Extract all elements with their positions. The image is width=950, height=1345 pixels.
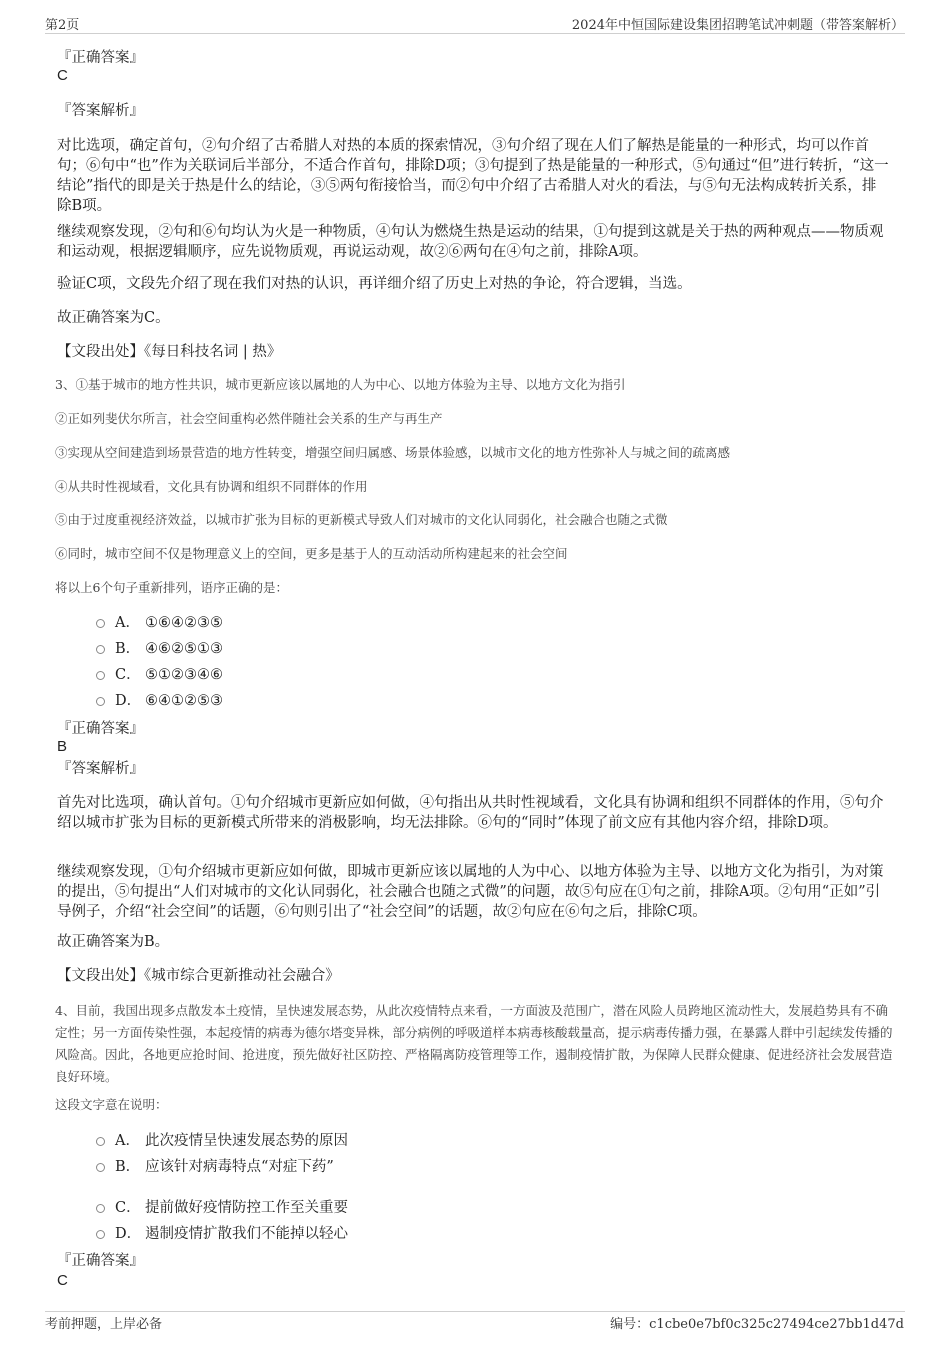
q3-sentence-5: ⑤由于过度重视经济效益，以城市扩张为目标的更新模式导致人们对城市的文化认同弱化，社会融合也随之式微 <box>55 512 668 527</box>
footer-doc-id: 编号：c1cbe0e7bf0c325c27494ce27bb1d47d <box>610 1317 904 1332</box>
q2-answer: C <box>57 67 68 84</box>
q4-option-c[interactable] <box>96 1198 348 1218</box>
option-text: ④⑥②⑤①③ <box>145 641 223 657</box>
header-divider <box>45 33 905 34</box>
option-text: ⑥④①②⑤③ <box>145 693 223 709</box>
q4-answer: C <box>57 1272 68 1289</box>
footer-slogan: 考前押题，上岸必备 <box>45 1317 163 1332</box>
q3-analysis-para-2: 继续观察发现，①句介绍城市更新应如何做，即城市更新应该以属地的人为中心、以地方体验为主导、以地方文化为指引，为对策的提出，⑤句提出“人们对城市的文化认同弱化，社会融合也随之式微”的问题，故⑤句应在①句之前，排除A项。②句用“正如”引导例子，介绍“社会空间”的话题，⑥句则引出了“社会空间”的话题，故②句应在⑥句之后，排除C项。 <box>57 864 884 920</box>
q4-option-a[interactable] <box>96 1131 348 1151</box>
radio-icon[interactable] <box>96 1204 105 1213</box>
q4-prompt: 这段文字意在说明： <box>55 1097 168 1112</box>
q3-sentence-6: ⑥同时，城市空间不仅是物理意义上的空间，更多是基于人的互动活动所构建起来的社会空间 <box>55 546 568 561</box>
option-letter: A． <box>115 1133 140 1149</box>
radio-icon[interactable] <box>96 645 105 654</box>
document-title: 2024年中恒国际建设集团招聘笔试冲刺题（带答案解析） <box>571 18 904 33</box>
q3-option-c[interactable] <box>96 665 223 685</box>
option-letter: B． <box>115 641 141 657</box>
q4-option-d[interactable] <box>96 1224 348 1244</box>
option-letter: B． <box>115 1159 141 1175</box>
option-letter: D． <box>115 1226 142 1242</box>
page-number: 第2页 <box>45 18 80 33</box>
option-text: 应该针对病毒特点“对症下药” <box>145 1159 334 1175</box>
q2-answer-label: 『正确答案』 <box>57 50 144 66</box>
q3-answer: B <box>57 738 68 755</box>
radio-icon[interactable] <box>96 671 105 680</box>
option-text: 提前做好疫情防控工作至关重要 <box>145 1200 348 1216</box>
option-text: 遏制疫情扩散我们不能掉以轻心 <box>145 1226 348 1242</box>
q3-analysis-para-3: 故正确答案为B。 <box>57 934 170 950</box>
q4-stem: 4、目前，我国出现多点散发本土疫情，呈快速发展态势，从此次疫情特点来看，一方面波及范围广，潜在风险人员跨地区流动性大，发展趋势具有不确定性；另一方面传染性强，本起疫情的病毒为德尔塔变异株，部分病例的呼吸道样本病毒核酸载量高，提示病毒传播力强，在暴露人群中引起续发传播的风险高。因此，各地更应抢时间、抢进度，预先做好社区防控、严格隔离防疫管理等工作，遏制疫情扩散，为保障人民群众健康、促进经济社会发展营造良好环境。 <box>55 1003 893 1084</box>
q3-sentence-2: ②正如列斐伏尔所言，社会空间重构必然伴随社会关系的生产与再生产 <box>55 411 443 426</box>
radio-icon[interactable] <box>96 697 105 706</box>
radio-icon[interactable] <box>96 1163 105 1172</box>
q3-analysis-para-1: 首先对比选项，确认首句。①句介绍城市更新应如何做，④句指出从共时性视域看，文化具有协调和组织不同群体的作用，⑤句介绍以城市扩张为目标的更新模式所带来的消极影响，均无法排除。⑥句的“同时”体现了前文应有其他内容介绍，排除D项。 <box>57 795 884 831</box>
option-letter: D． <box>115 693 142 709</box>
q2-analysis-para-3: 验证C项，文段先介绍了现在我们对热的认识，再详细介绍了历史上对热的争论，符合逻辑，当选。 <box>57 276 692 292</box>
footer-divider <box>45 1311 905 1312</box>
q3-sentence-3: ③实现从空间建造到场景营造的地方性转变，增强空间归属感、场景体验感，以城市文化的地方性弥补人与城之间的疏离感 <box>55 445 731 460</box>
q2-analysis-para-1: 对比选项，确定首句，②句介绍了古希腊人对热的本质的探索情况，③句介绍了现在人们了解热是能量的一种形式，均可以作首句；⑥句中“也”作为关联词后半部分，不适合作首句，排除D项；③句提到了热是能量的一种形式，⑤句通过“但”进行转折，“这一结论”指代的即是关于热是什么的结论，③⑤两句衔接恰当，而②句中介绍了古希腊人对火的看法，与⑤句无法构成转折关系，排除B项。 <box>57 138 889 214</box>
radio-icon[interactable] <box>96 619 105 628</box>
q4-answer-label: 『正确答案』 <box>57 1253 144 1269</box>
option-letter: A． <box>115 615 140 631</box>
q2-analysis-para-4: 故正确答案为C。 <box>57 310 170 326</box>
option-text: ⑤①②③④⑥ <box>145 667 223 683</box>
q2-analysis-para-2: 继续观察发现，②句和⑥句均认为火是一种物质，④句认为燃烧生热是运动的结果，①句提到这就是关于热的两种观点——物质观和运动观，根据逻辑顺序，应先说物质观，再说运动观，故②⑥两句在④句之前，排除A项。 <box>57 224 884 260</box>
q3-sentence-1: 3、①基于城市的地方性共识，城市更新应该以属地的人为中心、以地方体验为主导、以地方文化为指引 <box>55 377 626 392</box>
q3-option-a[interactable] <box>96 613 223 633</box>
option-letter: C． <box>115 1200 141 1216</box>
q3-sentence-4: ④从共时性视域看，文化具有协调和组织不同群体的作用 <box>55 479 368 494</box>
option-text: 此次疫情呈快速发展态势的原因 <box>145 1133 348 1149</box>
q3-option-b[interactable] <box>96 639 223 659</box>
q3-prompt: 将以上6个句子重新排列，语序正确的是： <box>55 580 288 595</box>
q3-option-d[interactable] <box>96 691 223 711</box>
radio-icon[interactable] <box>96 1230 105 1239</box>
radio-icon[interactable] <box>96 1137 105 1146</box>
q2-source: 【文段出处】《每日科技名词 | 热》 <box>57 344 282 360</box>
q3-source: 【文段出处】《城市综合更新推动社会融合》 <box>57 968 340 984</box>
q2-analysis-label: 『答案解析』 <box>57 103 144 119</box>
q3-analysis-label: 『答案解析』 <box>57 761 144 777</box>
q3-answer-label: 『正确答案』 <box>57 721 144 737</box>
option-letter: C． <box>115 667 141 683</box>
option-text: ①⑥④②③⑤ <box>145 615 223 631</box>
q4-option-b[interactable] <box>96 1157 334 1177</box>
